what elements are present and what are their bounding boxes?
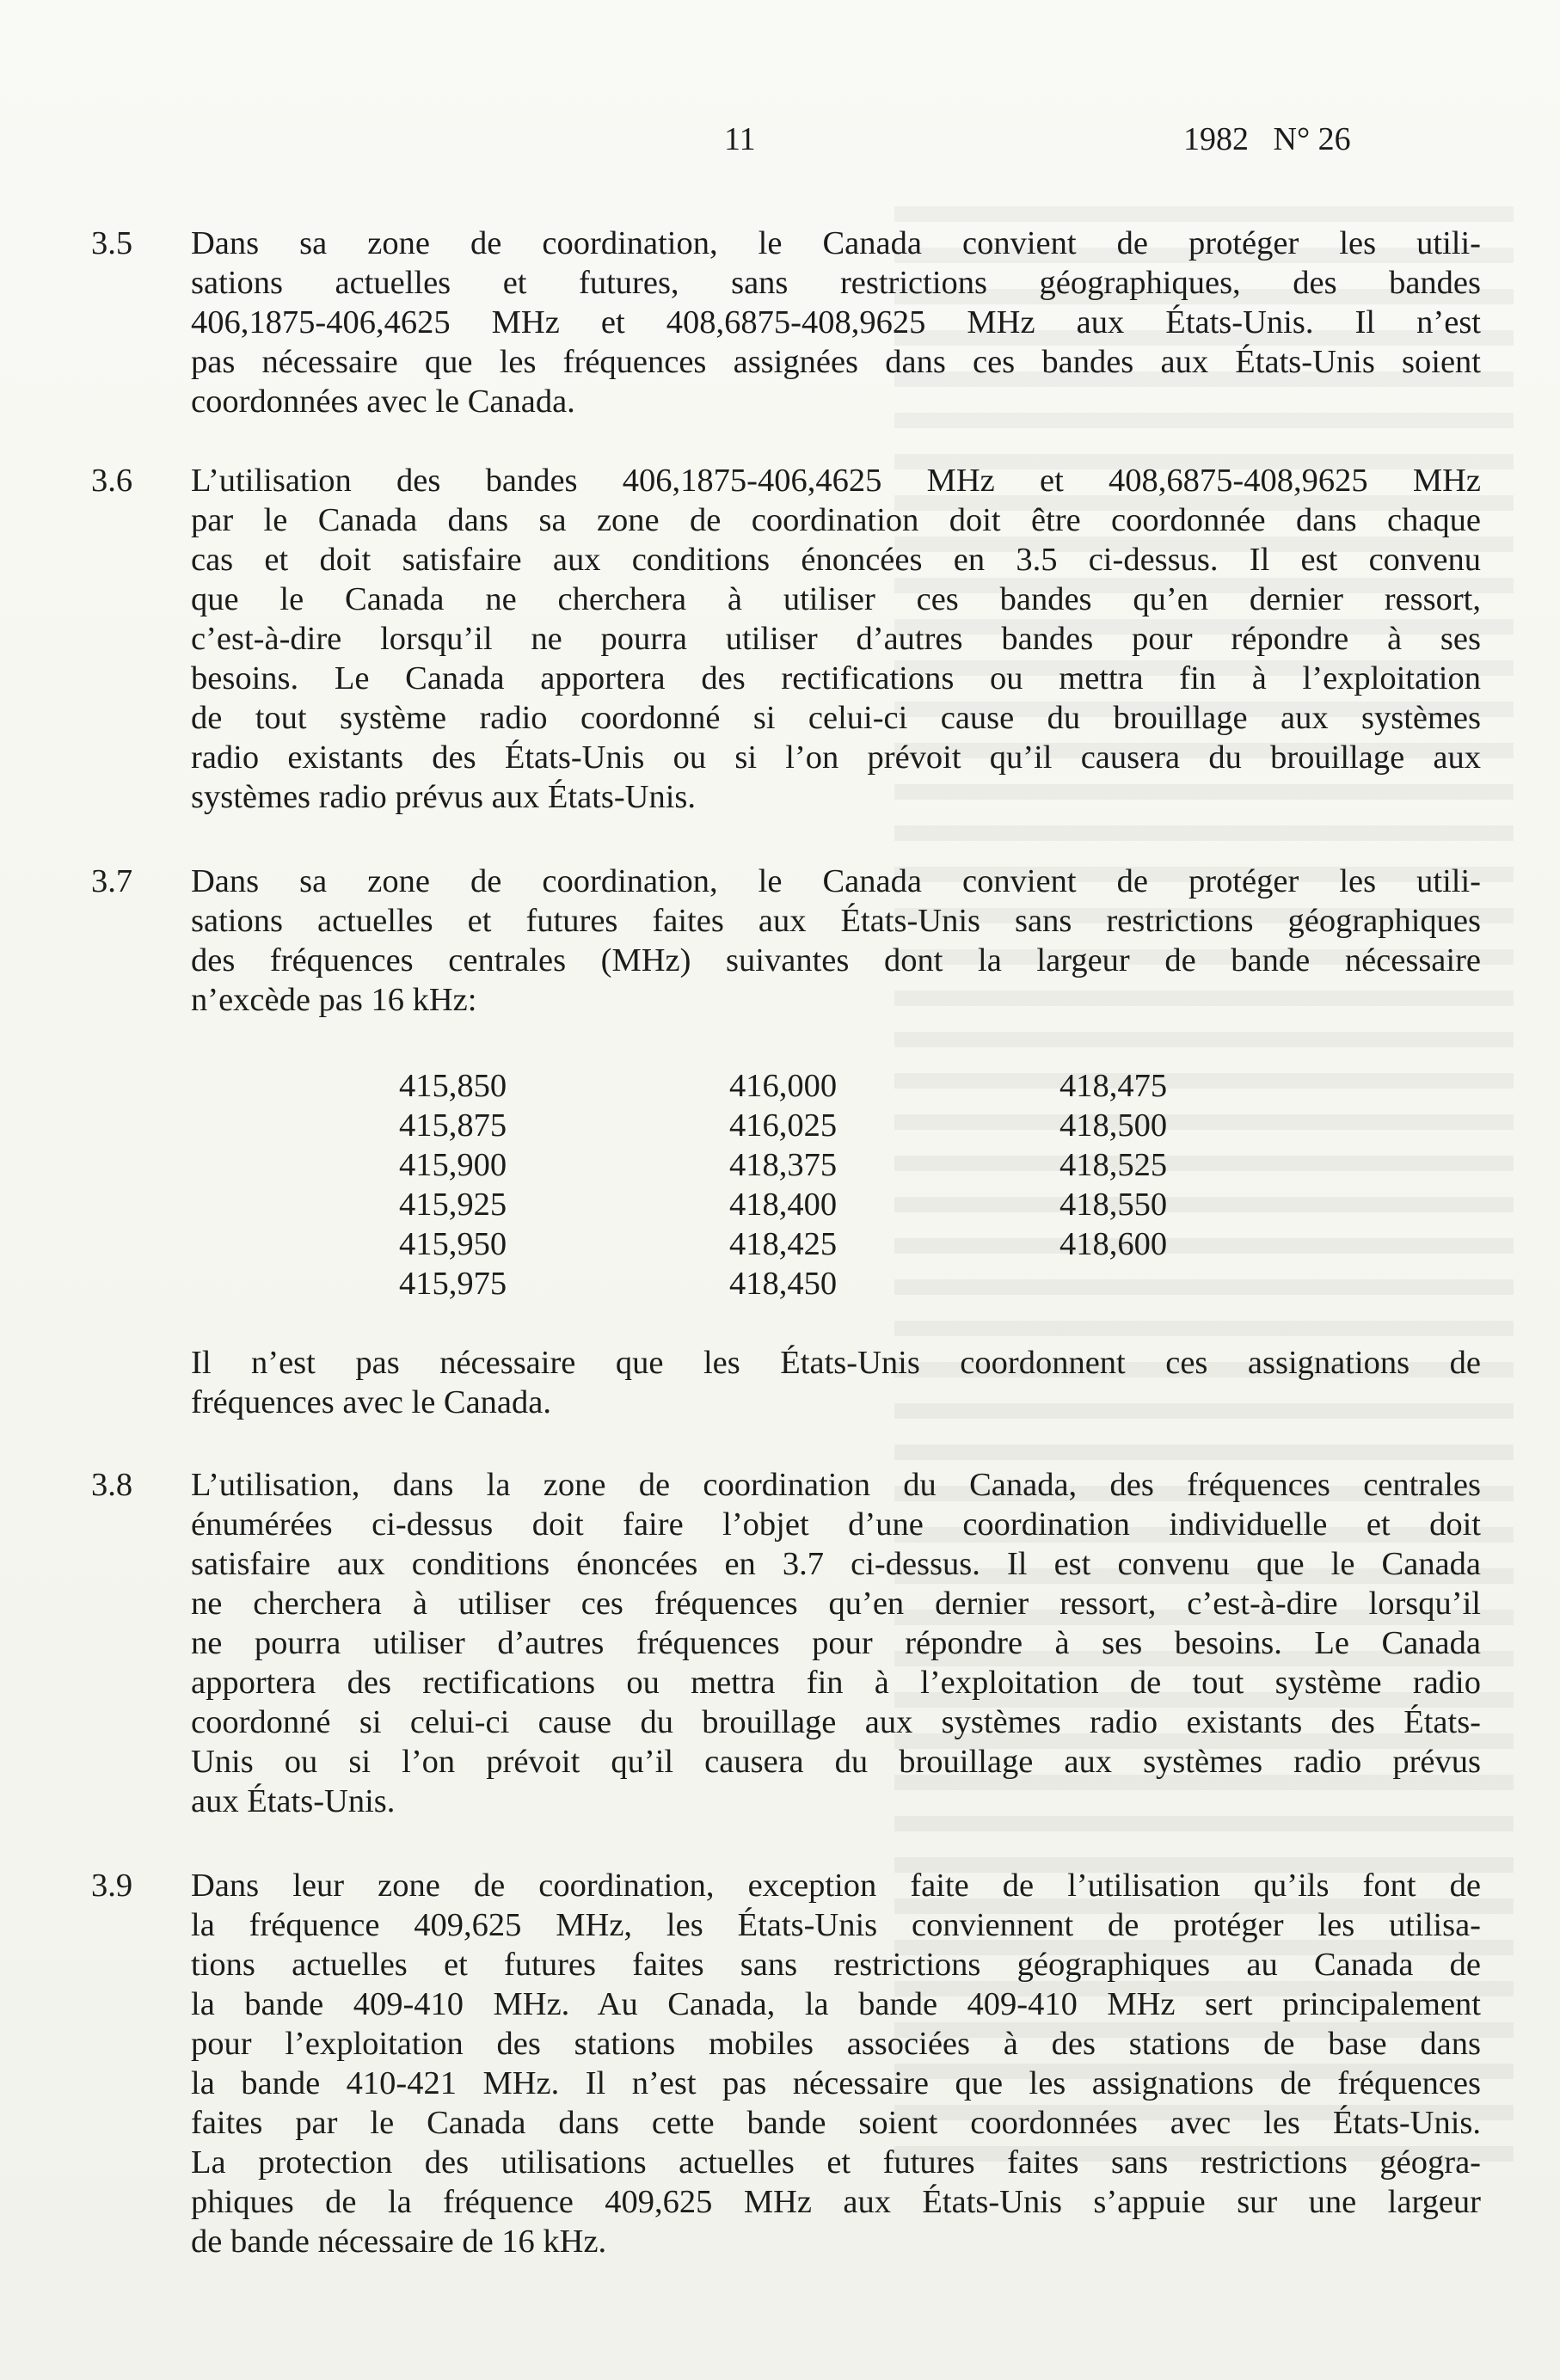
text-line: Dans leur zone de coordination, exception faite de l’utilisation qu’ils font de (191, 1868, 1481, 1904)
text-line: énumérées ci-dessus doit faire l’objet d’une coordination individuelle et doit (191, 1506, 1481, 1543)
frequency-value: 418,375 (729, 1147, 838, 1183)
issue-number: 1982 N° 26 (1183, 121, 1351, 157)
text-line: Dans sa zone de coordination, le Canada convient de protéger les utili- (191, 225, 1481, 261)
text-line: que le Canada ne cherchera à utiliser ces bandes qu’en dernier ressort, (191, 581, 1481, 617)
text-line: la fréquence 409,625 MHz, les États-Unis conviennent de protéger les utilisa- (191, 1907, 1481, 1943)
text-line: 406,1875-406,4625 MHz et 408,6875-408,9625 MHz aux États-Unis. Il n’est (191, 304, 1481, 340)
section-number: 3.8 (91, 1467, 133, 1503)
text-line: c’est-à-dire lorsqu’il ne pourra utiliser d’autres bandes pour répondre à ses (191, 621, 1481, 657)
text-line: L’utilisation des bandes 406,1875-406,4625 MHz et 408,6875-408,9625 MHz (191, 463, 1481, 499)
frequency-value: 415,850 (399, 1068, 507, 1104)
section-number: 3.9 (91, 1868, 133, 1904)
text-line: radio existants des États-Unis ou si l’on prévoit qu’il causera du brouillage aux (191, 739, 1481, 776)
frequency-value: 418,450 (729, 1266, 838, 1302)
section-number: 3.7 (91, 863, 133, 899)
frequency-value: 418,600 (1059, 1226, 1168, 1262)
text-line: de tout système radio coordonné si celui-ci cause du brouillage aux systèmes (191, 700, 1481, 736)
frequency-column (399, 1066, 507, 1303)
text-line: phiques de la fréquence 409,625 MHz aux États-Unis s’appuie sur une largeur (191, 2184, 1481, 2220)
text-line: sations actuelles et futures, sans restrictions géographiques, des bandes (191, 265, 1481, 301)
frequency-value: 415,900 (399, 1147, 507, 1183)
text-line: faites par le Canada dans cette bande soient coordonnées avec les États-Unis. (191, 2105, 1481, 2141)
page-header (0, 120, 1560, 163)
section-body (191, 862, 1481, 1020)
text-line: par le Canada dans sa zone de coordination doit être coordonnée dans chaque (191, 502, 1481, 538)
text-line: des fréquences centrales (MHz) suivantes dont la largeur de bande nécessaire (191, 942, 1481, 978)
frequency-value: 418,425 (729, 1226, 838, 1262)
section-body (191, 1465, 1481, 1821)
text-line: tions actuelles et futures faites sans restrictions géographiques au Canada de (191, 1947, 1481, 1983)
text-line: Dans sa zone de coordination, le Canada convient de protéger les utili- (191, 863, 1481, 899)
section-number: 3.6 (91, 463, 133, 499)
text-line: ne cherchera à utiliser ces fréquences qu’en dernier ressort, c’est-à-dire lorsqu’il (191, 1586, 1481, 1622)
text-line: coordonnées avec le Canada. (191, 383, 575, 420)
text-line: coordonné si celui-ci cause du brouillage aux systèmes radio existants des États- (191, 1704, 1481, 1740)
text-line: aux États-Unis. (191, 1783, 396, 1819)
text-line: la bande 410-421 MHz. Il n’est pas nécessaire que les assignations de fréquences (191, 2065, 1481, 2101)
section-body (191, 461, 1481, 817)
text-line: La protection des utilisations actuelles et futures faites sans restrictions géogra- (191, 2144, 1481, 2181)
text-line: besoins. Le Canada apportera des rectifications ou mettra fin à l’exploitation (191, 660, 1481, 696)
frequency-value: 418,400 (729, 1187, 838, 1223)
page-number: 11 (724, 121, 756, 157)
text-line: L’utilisation, dans la zone de coordination du Canada, des fréquences centrales (191, 1467, 1481, 1503)
frequency-column (729, 1066, 837, 1303)
frequency-column (1059, 1066, 1167, 1264)
frequency-value: 415,975 (399, 1266, 507, 1302)
frequency-value: 418,550 (1059, 1187, 1168, 1223)
text-line: de bande nécessaire de 16 kHz. (191, 2224, 607, 2260)
frequency-value: 418,475 (1059, 1068, 1168, 1104)
text-line: satisfaire aux conditions énoncées en 3.7 ci-dessus. Il est convenu que le Canada (191, 1546, 1481, 1582)
frequency-value: 416,000 (729, 1068, 838, 1104)
text-line: Il n’est pas nécessaire que les États-Unis coordonnent ces assignations de (191, 1345, 1481, 1381)
section-body (191, 1343, 1481, 1422)
section-body (191, 1866, 1481, 2261)
text-line: systèmes radio prévus aux États-Unis. (191, 779, 697, 815)
frequency-value: 415,925 (399, 1187, 507, 1223)
frequency-value: 415,950 (399, 1226, 507, 1262)
frequency-table (0, 1066, 1560, 1316)
frequency-value: 418,525 (1059, 1147, 1168, 1183)
text-line: cas et doit satisfaire aux conditions énoncées en 3.5 ci-dessus. Il est convenu (191, 542, 1481, 578)
text-line: pas nécessaire que les fréquences assignées dans ces bandes aux États-Unis soient (191, 344, 1481, 380)
section-number: 3.5 (91, 225, 133, 261)
text-line: fréquences avec le Canada. (191, 1384, 551, 1420)
section-body (191, 224, 1481, 421)
frequency-value: 416,025 (729, 1107, 838, 1144)
text-line: pour l’exploitation des stations mobiles associées à des stations de base dans (191, 2026, 1481, 2062)
text-line: ne pourra utiliser d’autres fréquences pour répondre à ses besoins. Le Canada (191, 1625, 1481, 1661)
text-line: apportera des rectifications ou mettra fin à l’exploitation de tout système radio (191, 1665, 1481, 1701)
text-line: Unis ou si l’on prévoit qu’il causera du brouillage aux systèmes radio prévus (191, 1744, 1481, 1780)
text-line: sations actuelles et futures faites aux États-Unis sans restrictions géographiques (191, 903, 1481, 939)
frequency-value: 415,875 (399, 1107, 507, 1144)
text-line: n’excède pas 16 kHz: (191, 982, 477, 1018)
text-line: la bande 409-410 MHz. Au Canada, la bande 409-410 MHz sert principalement (191, 1986, 1481, 2022)
frequency-value: 418,500 (1059, 1107, 1168, 1144)
